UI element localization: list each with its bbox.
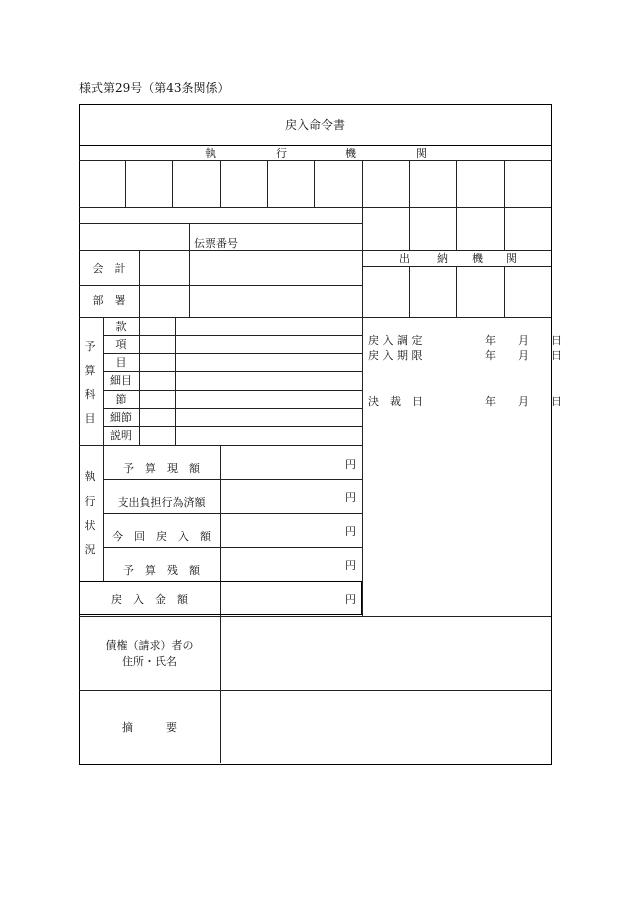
budget-row-saisetsu: 細節 <box>110 411 132 424</box>
exec-agency-char-4: 関 <box>416 147 427 160</box>
cell-divider <box>504 160 505 250</box>
budget-remaining-label: 予 算 残 額 <box>123 564 200 577</box>
cell-divider <box>125 160 126 207</box>
divider <box>79 207 551 208</box>
cell-divider <box>456 266 457 317</box>
divider <box>103 371 362 372</box>
department-label: 部 署 <box>92 294 126 307</box>
budget-current-label: 予 算 現 額 <box>123 462 200 475</box>
divider <box>79 223 362 224</box>
cell-divider <box>456 160 457 250</box>
budget-row-saimoku: 細目 <box>110 374 132 387</box>
creditor-label-line1: 債権（請求）者の <box>105 639 194 652</box>
decision-date-label: 決 裁 日 <box>368 395 423 408</box>
divider <box>79 145 551 146</box>
divider <box>362 250 551 251</box>
divider <box>103 479 362 480</box>
return-amount-unit: 円 <box>345 593 356 606</box>
divider <box>103 353 362 354</box>
column-divider-main <box>362 160 363 616</box>
cell-divider <box>267 160 268 207</box>
divider <box>79 250 362 251</box>
obligation-unit: 円 <box>345 491 356 504</box>
summary-label: 摘 要 <box>122 721 177 734</box>
return-determination-label: 戻 入 調 定 <box>368 334 423 347</box>
budget-row-moku: 目 <box>115 356 127 369</box>
divider <box>103 426 362 427</box>
return-deadline-ymd: 年 月 日 <box>485 349 562 362</box>
divider <box>103 513 362 514</box>
form-title: 戻入命令書 <box>284 118 345 132</box>
budget-current-unit: 円 <box>345 458 356 471</box>
current-return-label: 今 回 戻 入 額 <box>112 530 211 543</box>
disb-agency-char-4: 関 <box>506 252 517 265</box>
current-return-unit: 円 <box>345 525 356 538</box>
cell-divider <box>504 266 505 317</box>
budget-row-setsumei: 説明 <box>110 429 132 442</box>
budget-label-char-3: 科 <box>84 388 96 401</box>
budget-row-kan: 款 <box>115 320 127 333</box>
divider <box>79 285 362 286</box>
exec-agency-char-1: 執 <box>205 147 216 160</box>
divider <box>103 390 362 391</box>
return-deadline-label: 戻 入 期 限 <box>368 349 423 362</box>
disb-agency-char-2: 納 <box>437 252 448 265</box>
divider <box>103 547 362 548</box>
slip-number-label: 伝票番号 <box>194 237 238 250</box>
exec-status-char-4: 況 <box>84 543 96 556</box>
cell-divider <box>220 160 221 207</box>
divider <box>79 616 551 617</box>
divider <box>103 335 362 336</box>
budget-row-kou: 項 <box>115 338 127 351</box>
form-number: 様式第29号（第43条関係） <box>79 81 230 95</box>
budget-label-char-2: 算 <box>84 364 96 377</box>
cell-divider <box>172 160 173 207</box>
obligation-label: 支出負担行為済額 <box>117 496 206 509</box>
exec-agency-char-3: 機 <box>345 147 356 160</box>
disb-agency-char-1: 出 <box>399 252 410 265</box>
disb-agency-char-3: 機 <box>472 252 483 265</box>
divider <box>103 408 362 409</box>
accounting-label: 会 計 <box>92 262 126 275</box>
divider <box>79 317 551 318</box>
exec-status-char-2: 行 <box>84 495 96 508</box>
exec-status-char-3: 状 <box>84 519 96 532</box>
cell-divider <box>409 266 410 317</box>
budget-remaining-unit: 円 <box>345 559 356 572</box>
divider <box>79 690 551 691</box>
decision-date-ymd: 年 月 日 <box>485 395 562 408</box>
exec-agency-char-2: 行 <box>276 147 287 160</box>
return-determination-ymd: 年 月 日 <box>485 334 562 347</box>
cell-divider <box>314 160 315 207</box>
return-amount-label: 戻 入 金 額 <box>111 593 188 606</box>
budget-row-setsu: 節 <box>115 393 127 406</box>
cell-divider <box>189 223 190 317</box>
creditor-label-line2: 住所・氏名 <box>122 655 177 668</box>
budget-label-char-1: 予 <box>84 340 96 353</box>
budget-label-char-4: 目 <box>84 412 96 425</box>
cell-divider <box>139 250 140 317</box>
exec-status-char-1: 執 <box>84 470 96 483</box>
cell-divider <box>409 160 410 250</box>
divider <box>79 160 551 161</box>
